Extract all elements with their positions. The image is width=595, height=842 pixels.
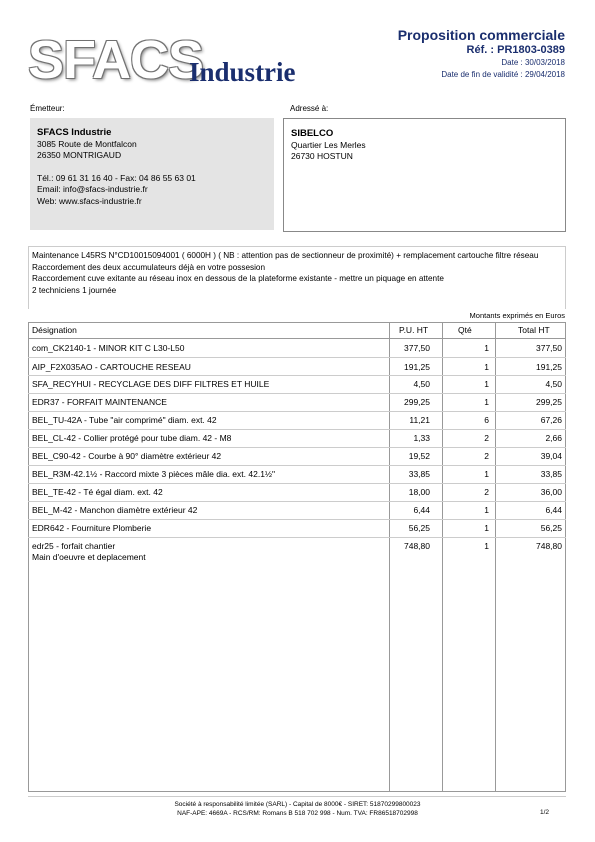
row-divider <box>28 393 566 394</box>
emitter-label: Émetteur: <box>30 104 65 113</box>
row-qty: 1 <box>484 505 489 515</box>
row-unit-price: 4,50 <box>413 379 430 389</box>
row-divider <box>28 483 566 484</box>
row-qty: 1 <box>484 469 489 479</box>
row-unit-price: 377,50 <box>404 343 430 353</box>
row-unit-price: 56,25 <box>408 523 430 533</box>
header-divider <box>28 338 566 339</box>
row-total: 748,80 <box>536 541 562 551</box>
row-qty: 1 <box>484 397 489 407</box>
emitter-phone: Tél.: 09 61 31 16 40 - Fax: 04 86 55 63 01 <box>37 172 196 183</box>
description-line: Raccordement des deux accumulateurs déjà en votre possesion <box>32 262 266 272</box>
row-designation: BEL_M-42 - Manchon diamètre extérieur 42 <box>32 505 198 515</box>
emitter-name: SFACS Industrie <box>37 127 112 138</box>
recipient-label: Adressé à: <box>290 104 329 113</box>
row-total: 56,25 <box>540 523 562 533</box>
row-unit-price: 6,44 <box>413 505 430 515</box>
company-logo <box>28 30 318 90</box>
row-total: 33,85 <box>540 469 562 479</box>
description-line: Maintenance L45RS N°CD10015094001 ( 6000H ) ( NB : attention pas de sectionneur de proximité) + remplacement cartouche filtre réseau <box>32 251 539 260</box>
logo-brand: SFACS <box>28 30 204 90</box>
row-unit-price: 18,00 <box>408 487 430 497</box>
row-divider <box>28 519 566 520</box>
row-total: 4,50 <box>545 379 562 389</box>
row-designation: BEL_R3M-42.1½ - Raccord mixte 3 pièces mâle dia. ext. 42.1½" <box>32 469 276 479</box>
row-total: 39,04 <box>540 451 562 461</box>
row-total: 191,25 <box>536 362 562 372</box>
row-divider <box>28 465 566 466</box>
row-designation <box>32 541 387 563</box>
recipient-box <box>283 118 566 232</box>
recipient-name: SIBELCO <box>291 128 334 139</box>
row-unit-price: 1,33 <box>413 433 430 443</box>
description-line: Raccordement cuve exitante au réseau inox en dessous de la plateforme existante - mettre un piquage en attente <box>32 274 444 283</box>
row-divider <box>28 447 566 448</box>
row-divider <box>28 429 566 430</box>
row-total: 67,26 <box>540 415 562 425</box>
header-qty: Qté <box>458 325 472 335</box>
footer-divider <box>28 796 566 797</box>
row-divider <box>28 375 566 376</box>
row-total: 299,25 <box>536 397 562 407</box>
row-qty: 1 <box>484 379 489 389</box>
document-header <box>398 27 565 81</box>
row-designation-line2: Main d'oeuvre et deplacement <box>32 552 146 562</box>
footer-line: Société à responsabilité limitée (SARL) - Capital de 8000€ - SIRET: 51870299800023 <box>174 801 421 808</box>
page-number: 1/2 <box>539 809 549 816</box>
legal-footer <box>0 800 595 818</box>
row-total: 6,44 <box>545 505 562 515</box>
row-unit-price: 11,21 <box>409 415 430 425</box>
row-designation: BEL_TE-42 - Té égal diam. ext. 42 <box>32 487 163 497</box>
currency-note: Montants exprimés en Euros <box>469 311 565 320</box>
row-total: 2,66 <box>545 433 562 443</box>
validity-date: Date de fin de validité : 29/04/2018 <box>441 70 565 79</box>
row-qty: 6 <box>484 415 489 425</box>
recipient-address-line1: Quartier Les Merles <box>291 139 366 150</box>
row-divider <box>28 501 566 502</box>
row-qty: 1 <box>484 343 489 353</box>
row-unit-price: 299,25 <box>404 397 430 407</box>
row-unit-price: 191,25 <box>404 362 430 372</box>
row-qty: 2 <box>484 451 489 461</box>
row-designation: BEL_CL-42 - Collier protégé pour tube diam. 42 - M8 <box>32 433 232 443</box>
header-designation: Désignation <box>32 325 77 335</box>
header-unit-price: P.U. HT <box>399 325 429 335</box>
row-divider <box>28 537 566 538</box>
recipient-address-line2: 26730 HOSTUN <box>291 151 353 161</box>
row-designation: AIP_F2X035AO - CARTOUCHE RESEAU <box>32 362 191 372</box>
emitter-address-line1: 3085 Route de Montfalcon <box>37 138 137 149</box>
row-unit-price: 19,52 <box>408 451 430 461</box>
row-unit-price: 33,85 <box>408 469 430 479</box>
emitter-address-line2: 26350 MONTRIGAUD <box>37 150 122 160</box>
emitter-email: Email: info@sfacs-industrie.fr <box>37 184 148 194</box>
row-total: 377,50 <box>536 343 562 353</box>
row-designation: com_CK2140-1 - MINOR KIT C L30-L50 <box>32 343 185 353</box>
row-qty: 2 <box>484 433 489 443</box>
document-date: Date : 30/03/2018 <box>501 58 565 67</box>
row-divider <box>28 357 566 358</box>
row-qty: 1 <box>484 541 489 551</box>
row-designation: SFA_RECYHUI - RECYCLAGE DES DIFF FILTRES ET HUILE <box>32 379 270 389</box>
row-qty: 1 <box>484 523 489 533</box>
description-line: 2 techniciens 1 journée <box>32 285 117 295</box>
row-designation-line1: edr25 - forfait chantier <box>32 541 116 551</box>
row-qty: 2 <box>484 487 489 497</box>
footer-line: NAF-APE: 4669A - RCS/RM: Romans B 518 702 998 - Num. TVA: FR86518702998 <box>177 810 418 817</box>
row-unit-price: 748,80 <box>404 541 430 551</box>
items-table <box>28 322 566 792</box>
document-title: Proposition commerciale <box>397 27 565 43</box>
row-designation: BEL_TU-42A - Tube "air comprimé" diam. ext. 42 <box>32 415 217 425</box>
row-divider <box>28 411 566 412</box>
proposal-description <box>28 246 566 309</box>
logo-suffix: Industrie <box>189 57 296 87</box>
row-total: 36,00 <box>540 487 562 497</box>
row-designation: EDR642 - Fourniture Plomberie <box>32 523 152 533</box>
document-reference: Réf. : PR1803-0389 <box>466 44 565 56</box>
row-designation: EDR37 - FORFAIT MAINTENANCE <box>32 397 167 407</box>
emitter-web: Web: www.sfacs-industrie.fr <box>37 195 142 206</box>
header-total: Total HT <box>518 325 550 335</box>
row-designation: BEL_C90-42 - Courbe à 90° diamètre extérieur 42 <box>32 451 222 461</box>
row-qty: 1 <box>484 362 489 372</box>
emitter-box <box>30 118 274 230</box>
